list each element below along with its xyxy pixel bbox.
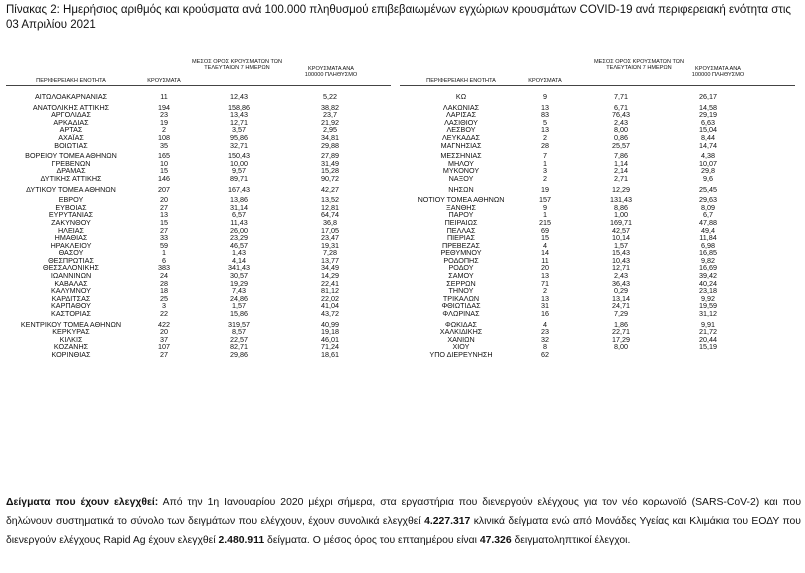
per-100k-value: 34,49 xyxy=(321,263,339,273)
avg-7day-value: 10,00 xyxy=(230,158,248,168)
cases-value: 11 xyxy=(541,255,549,265)
clinical-samples-count: 4.227.317 xyxy=(424,516,471,527)
per-100k-value: 49,4 xyxy=(701,225,715,235)
avg-7day-value: 2,14 xyxy=(614,166,628,176)
cases-value: 27 xyxy=(160,225,168,235)
region-name: ΗΜΑΘΙΑΣ xyxy=(54,233,88,243)
region-name: ΠΑΡΟΥ xyxy=(448,210,474,220)
cases-value: 27 xyxy=(160,202,168,212)
avg-7day-value: 12,71 xyxy=(230,117,248,127)
avg-7day-value: 9,57 xyxy=(232,166,246,176)
per-100k-value: 26,17 xyxy=(699,92,717,101)
per-100k-value: 18,61 xyxy=(321,350,339,359)
per-100k-value: 9,6 xyxy=(703,173,713,183)
page-title: Πίνακας 2: Ημερήσιος αριθμός και κρούσματα ανά 100.000 πληθυσμού επιβεβαιωμένων εγχώριων κρουσμάτων COVID-19 ανά περιφερειακή ενότητα στις 03 Απριλίου 2021 xyxy=(6,4,791,31)
cases-value: 2 xyxy=(543,286,547,296)
region-name: ΛΑΡΙΣΑΣ xyxy=(445,110,477,120)
region-name: ΞΑΝΘΗΣ xyxy=(446,202,476,212)
per-100k-value: 29,8 xyxy=(701,166,715,176)
avg-7day-value: 1,00 xyxy=(614,210,628,220)
avg-7day-value: 24,71 xyxy=(612,301,630,311)
cases-value: 13 xyxy=(541,293,549,303)
avg-7day-value: 169,71 xyxy=(610,217,632,227)
avg-7day-value: 158,86 xyxy=(228,102,250,112)
avg-7day-value: 7,71 xyxy=(614,92,628,101)
avg-7day-value: 6,71 xyxy=(614,102,628,112)
per-100k-value: 64,74 xyxy=(321,210,339,220)
region-name: ΚΑΡΔΙΤΣΑΣ xyxy=(51,293,91,303)
per-100k-value: 23,18 xyxy=(699,286,717,296)
region-name: ΛΑΚΩΝΙΑΣ xyxy=(442,102,480,112)
cases-value: 383 xyxy=(158,263,170,273)
per-100k-value: 11,84 xyxy=(699,233,717,243)
table-row xyxy=(6,142,396,150)
per-100k-value: 40,24 xyxy=(699,278,717,288)
cases-value: 15 xyxy=(160,217,168,227)
avg-7day-value: 8,00 xyxy=(614,342,628,352)
cases-value: 13 xyxy=(541,271,549,281)
region-name: ΖΑΚΥΝΘΟΥ xyxy=(51,217,91,227)
region-name: ΚΟΖΑΝΗΣ xyxy=(53,342,89,352)
cases-value: 13 xyxy=(541,102,549,112)
cases-value: 107 xyxy=(158,342,170,352)
cases-value: 27 xyxy=(160,350,168,359)
region-name: ΚΑΛΥΜΝΟΥ xyxy=(51,286,91,296)
per-100k-value: 15,19 xyxy=(699,342,717,352)
cases-value: 37 xyxy=(160,334,168,344)
per-100k-value: 12,81 xyxy=(321,202,339,212)
cases-value: 71 xyxy=(541,278,549,288)
header-divider-right xyxy=(400,85,795,86)
avg-7day-value: 22,57 xyxy=(230,334,248,344)
region-name: ΝΟΤΙΟΥ ΤΟΜΕΑ ΑΘΗΝΩΝ xyxy=(417,195,505,205)
per-100k-value: 16,69 xyxy=(699,263,717,273)
region-name: ΕΥΡΥΤΑΝΙΑΣ xyxy=(48,210,94,220)
avg-7day-value: 8,86 xyxy=(614,202,628,212)
region-name: ΧΑΝΙΩΝ xyxy=(447,334,475,344)
avg-7day-value: 36,43 xyxy=(612,278,630,288)
rapid-ag-samples-count: 2.480.911 xyxy=(218,535,265,546)
cases-value: 28 xyxy=(541,140,549,150)
avg-7day-value: 319,57 xyxy=(228,319,250,329)
avg-7day-value: 42,57 xyxy=(612,225,630,235)
avg-7day-value: 4,14 xyxy=(232,255,246,265)
weekly-average-tests: 47.326 xyxy=(479,535,512,546)
region-name: ΒΟΙΩΤΙΑΣ xyxy=(54,140,88,150)
cases-value: 33 xyxy=(160,233,168,243)
cases-value: 15 xyxy=(541,233,549,243)
avg-7day-value: 7,43 xyxy=(232,286,246,296)
region-name: ΚΕΝΤΡΙΚΟΥ ΤΟΜΕΑ ΑΘΗΝΩΝ xyxy=(20,319,122,329)
cases-value: 4 xyxy=(543,319,547,329)
header-cases-left: ΚΡΟΥΣΜΑΤΑ xyxy=(147,78,181,84)
per-100k-value: 6,98 xyxy=(701,240,715,250)
avg-7day-value: 2,43 xyxy=(614,271,628,281)
cases-value: 1 xyxy=(162,248,166,258)
region-name: ΜΑΓΝΗΣΙΑΣ xyxy=(440,140,482,150)
avg-7day-value: 31,14 xyxy=(230,202,248,212)
region-name: ΓΡΕΒΕΝΩΝ xyxy=(51,158,91,168)
cases-value: 108 xyxy=(158,132,170,142)
avg-7day-value: 82,71 xyxy=(230,342,248,352)
region-name: ΡΕΘΥΜΝΟΥ xyxy=(440,248,482,258)
per-100k-value: 13,77 xyxy=(321,255,339,265)
region-name: ΜΥΚΟΝΟΥ xyxy=(442,166,480,176)
cases-value: 146 xyxy=(158,173,170,183)
per-100k-value: 19,59 xyxy=(699,301,717,311)
region-name: ΒΟΡΕΙΟΥ ΤΟΜΕΑ ΑΘΗΝΩΝ xyxy=(25,151,117,161)
per-100k-value: 25,45 xyxy=(699,184,717,194)
avg-7day-value: 12,71 xyxy=(612,263,630,273)
avg-7day-value: 341,43 xyxy=(228,263,250,273)
per-100k-value: 39,42 xyxy=(699,271,717,281)
per-100k-value: 14,29 xyxy=(321,271,339,281)
region-name: ΑΧΑΪΑΣ xyxy=(58,132,84,142)
region-name: ΑΡΓΟΛΙΔΑΣ xyxy=(51,110,91,120)
avg-7day-value: 3,57 xyxy=(232,125,246,135)
per-100k-value: 22,41 xyxy=(321,278,339,288)
cases-value: 62 xyxy=(541,350,549,359)
per-100k-value: 9,82 xyxy=(701,255,715,265)
tests-summary-lead: Δείγματα που έχουν ελεγχθεί: xyxy=(6,497,159,508)
region-name: ΕΥΒΟΙΑΣ xyxy=(55,202,87,212)
region-name: ΑΙΤΩΛΟΑΚΑΡΝΑΝΙΑΣ xyxy=(34,92,108,101)
per-100k-value: 81,12 xyxy=(321,286,339,296)
region-name: ΚΑΡΠΑΘΟΥ xyxy=(51,301,91,311)
per-100k-value: 9,92 xyxy=(701,293,715,303)
region-name: ΚΑΣΤΟΡΙΑΣ xyxy=(51,309,91,319)
per-100k-value: 71,24 xyxy=(321,342,339,352)
header-per100k-left: ΚΡΟΥΣΜΑΤΑ ΑΝΑ 100000 ΠΛΗΘΥΣΜΟ xyxy=(304,66,358,79)
per-100k-value: 2,95 xyxy=(323,125,337,135)
avg-7day-value: 2,71 xyxy=(614,173,628,183)
table-row xyxy=(6,93,396,101)
cases-value: 8 xyxy=(543,342,547,352)
avg-7day-value: 7,29 xyxy=(614,309,628,319)
per-100k-value: 41,04 xyxy=(321,301,339,311)
per-100k-value: 8,09 xyxy=(701,202,715,212)
avg-7day-value: 13,43 xyxy=(230,110,248,120)
per-100k-value: 29,19 xyxy=(699,110,717,120)
avg-7day-value: 10,43 xyxy=(612,255,630,265)
avg-7day-value: 6,57 xyxy=(232,210,246,220)
right-table xyxy=(400,93,790,359)
cases-value: 9 xyxy=(543,202,547,212)
avg-7day-value: 10,14 xyxy=(612,233,630,243)
per-100k-value: 36,8 xyxy=(323,217,337,227)
avg-7day-value: 30,57 xyxy=(230,271,248,281)
per-100k-value: 14,74 xyxy=(699,140,717,150)
cases-value: 7 xyxy=(543,151,547,161)
header-avg-right: ΜΕΣΟΣ ΟΡΟΣ ΚΡΟΥΣΜΑΤΩΝ ΤΩΝ ΤΕΛΕΥΤΑΙΩΝ 7 ΗΜΕΡΩΝ xyxy=(594,59,684,72)
cases-value: 28 xyxy=(160,278,168,288)
avg-7day-value: 25,57 xyxy=(612,140,630,150)
cases-value: 20 xyxy=(160,195,168,205)
tests-summary-text-3: δείγματα. Ο μέσος όρος του επταημέρου είναι xyxy=(264,535,480,546)
avg-7day-value: 29,86 xyxy=(230,350,248,359)
header-region-right: ΠΕΡΙΦΕΡΕΙΑΚΗ ΕΝΟΤΗΤΑ xyxy=(426,78,496,84)
cases-value: 19 xyxy=(541,184,549,194)
cases-value: 2 xyxy=(162,125,166,135)
table-row xyxy=(6,310,396,318)
region-name: ΑΝΑΤΟΛΙΚΗΣ ΑΤΤΙΚΗΣ xyxy=(32,102,110,112)
per-100k-value: 15,04 xyxy=(699,125,717,135)
region-name: ΕΒΡΟΥ xyxy=(58,195,84,205)
avg-7day-value: 2,43 xyxy=(614,117,628,127)
avg-7day-value: 13,14 xyxy=(612,293,630,303)
avg-7day-value: 26,00 xyxy=(230,225,248,235)
avg-7day-value: 0,29 xyxy=(614,286,628,296)
per-100k-value: 17,05 xyxy=(321,225,339,235)
cases-value: 11 xyxy=(160,92,168,101)
per-100k-value: 19,31 xyxy=(321,240,339,250)
cases-value: 31 xyxy=(541,301,549,311)
avg-7day-value: 131,43 xyxy=(610,195,632,205)
region-name: ΧΑΛΚΙΔΙΚΗΣ xyxy=(439,327,483,337)
avg-7day-value: 1,43 xyxy=(232,248,246,258)
region-name: ΦΘΙΩΤΙΔΑΣ xyxy=(441,301,481,311)
avg-7day-value: 15,86 xyxy=(230,309,248,319)
cases-value: 1 xyxy=(543,210,547,220)
region-name: ΣΕΡΡΩΝ xyxy=(446,278,476,288)
region-name: ΦΩΚΙΔΑΣ xyxy=(445,319,477,329)
region-name: ΙΩΑΝΝΙΝΩΝ xyxy=(50,271,92,281)
avg-7day-value: 17,29 xyxy=(612,334,630,344)
cases-value: 2 xyxy=(543,132,547,142)
avg-7day-value: 13,86 xyxy=(230,195,248,205)
per-100k-value: 27,89 xyxy=(321,151,339,161)
cases-value: 15 xyxy=(160,166,168,176)
per-100k-value: 46,01 xyxy=(321,334,339,344)
avg-7day-value: 1,57 xyxy=(232,301,246,311)
avg-7day-value: 8,57 xyxy=(232,327,246,337)
per-100k-value: 31,49 xyxy=(321,158,339,168)
table-row xyxy=(6,186,396,194)
cases-value: 19 xyxy=(160,117,168,127)
avg-7day-value: 32,71 xyxy=(230,140,248,150)
region-name: ΑΡΚΑΔΙΑΣ xyxy=(53,117,89,127)
per-100k-value: 31,12 xyxy=(699,309,717,319)
per-100k-value: 21,92 xyxy=(321,117,339,127)
table-row xyxy=(400,93,790,101)
per-100k-value: 4,38 xyxy=(701,151,715,161)
region-name: ΘΑΣΟΥ xyxy=(58,248,84,258)
cases-value: 157 xyxy=(539,195,551,205)
cases-value: 2 xyxy=(543,173,547,183)
per-100k-value: 20,44 xyxy=(699,334,717,344)
cases-value: 32 xyxy=(541,334,549,344)
region-name: ΝΗΣΩΝ xyxy=(448,184,474,194)
region-name: ΘΕΣΠΡΩΤΙΑΣ xyxy=(48,255,94,265)
cases-value: 422 xyxy=(158,319,170,329)
cases-value: 16 xyxy=(541,309,549,319)
per-100k-value: 34,81 xyxy=(321,132,339,142)
cases-value: 83 xyxy=(541,110,549,120)
avg-7day-value: 1,14 xyxy=(614,158,628,168)
cases-value: 23 xyxy=(160,110,168,120)
cases-value: 14 xyxy=(541,248,549,258)
region-name: ΠΕΛΛΑΣ xyxy=(446,225,476,235)
avg-7day-value: 95,86 xyxy=(230,132,248,142)
region-name: ΚΑΒΑΛΑΣ xyxy=(54,278,88,288)
region-name: ΛΑΣΙΘΙΟΥ xyxy=(444,117,478,127)
tests-summary-text-4: δειγματοληπτικοί έλεγχοι. xyxy=(511,535,631,546)
region-name: ΔΥΤΙΚΗΣ ΑΤΤΙΚΗΣ xyxy=(40,173,102,183)
cases-value: 24 xyxy=(160,271,168,281)
header-cases-right: ΚΡΟΥΣΜΑΤΑ xyxy=(528,78,562,84)
cases-value: 10 xyxy=(160,158,168,168)
cases-value: 13 xyxy=(541,125,549,135)
table-row xyxy=(400,351,790,359)
region-name: ΑΡΤΑΣ xyxy=(59,125,83,135)
per-100k-value: 10,07 xyxy=(699,158,717,168)
per-100k-value: 15,28 xyxy=(321,166,339,176)
table-row xyxy=(400,142,790,150)
region-name: ΚΙΛΚΙΣ xyxy=(59,334,83,344)
region-name: ΡΟΔΟΠΗΣ xyxy=(443,255,479,265)
per-100k-value: 23,47 xyxy=(321,233,339,243)
region-name: ΚΩ xyxy=(455,92,467,101)
region-name: ΤΗΝΟΥ xyxy=(448,286,474,296)
avg-7day-value: 1,86 xyxy=(614,319,628,329)
per-100k-value: 16,85 xyxy=(699,248,717,258)
per-100k-value: 6,63 xyxy=(701,117,715,127)
tests-summary-text-2: κλινικά δείγματα ενώ από Μονάδες Υγείας και Κλιμάκια του ΕΟΔΥ που διενεργούν ελέγχους Rapid Ag έχουν ελεγχθεί xyxy=(6,516,801,546)
per-100k-value: 29,63 xyxy=(699,195,717,205)
per-100k-value: 19,18 xyxy=(321,327,339,337)
cases-value: 20 xyxy=(160,327,168,337)
region-name: ΠΙΕΡΙΑΣ xyxy=(446,233,475,243)
cases-value: 35 xyxy=(160,140,168,150)
region-name: ΚΟΡΙΝΘΙΑΣ xyxy=(51,350,91,359)
per-100k-value: 47,88 xyxy=(699,217,717,227)
per-100k-value: 43,72 xyxy=(321,309,339,319)
region-name: ΣΑΜΟΥ xyxy=(448,271,474,281)
region-name: ΔΥΤΙΚΟΥ ΤΟΜΕΑ ΑΘΗΝΩΝ xyxy=(26,184,116,194)
tests-summary-text-1: Από την 1η Ιανουαρίου 2020 μέχρι σήμερα, στα εργαστήρια που διενεργούν ελέγχους για τον νέο κορωνοϊό (SARS-CoV-2) και που δηλώνουν συστηματικά το σύνολο των δειγμάτων που ελέγχουν, έχουν συνολικά ελεγχθεί xyxy=(6,497,801,527)
left-table xyxy=(6,93,396,359)
region-name: ΛΕΣΒΟΥ xyxy=(446,125,476,135)
tests-summary xyxy=(6,493,801,550)
region-name: ΜΗΛΟΥ xyxy=(448,158,474,168)
per-100k-value: 29,88 xyxy=(321,140,339,150)
avg-7day-value: 19,29 xyxy=(230,278,248,288)
per-100k-value: 38,82 xyxy=(321,102,339,112)
per-100k-value: 8,44 xyxy=(701,132,715,142)
cases-value: 3 xyxy=(543,166,547,176)
region-name: ΦΛΩΡΙΝΑΣ xyxy=(442,309,480,319)
cases-value: 207 xyxy=(158,184,170,194)
avg-7day-value: 11,43 xyxy=(230,217,248,227)
table-row xyxy=(400,175,790,183)
header-divider-left xyxy=(6,85,391,86)
region-name: ΝΑΞΟΥ xyxy=(448,173,474,183)
cases-value: 5 xyxy=(543,117,547,127)
region-name: ΠΕΙΡΑΙΩΣ xyxy=(444,217,478,227)
per-100k-value: 7,28 xyxy=(323,248,337,258)
region-name: ΤΡΙΚΑΛΩΝ xyxy=(442,293,480,303)
avg-7day-value: 7,86 xyxy=(614,151,628,161)
avg-7day-value: 12,29 xyxy=(612,184,630,194)
region-name: ΔΡΑΜΑΣ xyxy=(56,166,86,176)
cases-value: 1 xyxy=(543,158,547,168)
cases-value: 194 xyxy=(158,102,170,112)
avg-7day-value: 24,86 xyxy=(230,293,248,303)
region-name: ΛΕΥΚΑΔΑΣ xyxy=(441,132,480,142)
avg-7day-value: 89,71 xyxy=(230,173,248,183)
per-100k-value: 9,91 xyxy=(701,319,715,329)
per-100k-value: 22,02 xyxy=(321,293,339,303)
per-100k-value: 90,72 xyxy=(321,173,339,183)
cases-value: 69 xyxy=(541,225,549,235)
header-avg-left: ΜΕΣΟΣ ΟΡΟΣ ΚΡΟΥΣΜΑΤΩΝ ΤΩΝ ΤΕΛΕΥΤΑΙΩΝ 7 ΗΜΕΡΩΝ xyxy=(192,59,282,72)
cases-value: 13 xyxy=(160,210,168,220)
region-name: ΠΡΕΒΕΖΑΣ xyxy=(442,240,480,250)
cases-value: 25 xyxy=(160,293,168,303)
avg-7day-value: 167,43 xyxy=(228,184,250,194)
per-100k-value: 14,58 xyxy=(699,102,717,112)
avg-7day-value: 46,57 xyxy=(230,240,248,250)
cases-value: 4 xyxy=(543,240,547,250)
region-name: ΘΕΣΣΑΛΟΝΙΚΗΣ xyxy=(43,263,99,273)
per-100k-value: 5,22 xyxy=(323,92,337,101)
region-name: ΗΛΕΙΑΣ xyxy=(57,225,85,235)
avg-7day-value: 22,71 xyxy=(612,327,630,337)
region-name: ΗΡΑΚΛΕΙΟΥ xyxy=(50,240,92,250)
region-name: ΥΠΟ ΔΙΕΡΕΥΝΗΣΗ xyxy=(429,350,493,359)
cases-value: 59 xyxy=(160,240,168,250)
per-100k-value: 6,7 xyxy=(703,210,713,220)
table-row xyxy=(400,186,790,194)
cases-value: 215 xyxy=(539,217,551,227)
avg-7day-value: 23,29 xyxy=(230,233,248,243)
table-row xyxy=(400,310,790,318)
cases-value: 20 xyxy=(541,263,549,273)
region-name: ΧΙΟΥ xyxy=(452,342,470,352)
table-row xyxy=(6,351,396,359)
cases-value: 23 xyxy=(541,327,549,337)
cases-value: 9 xyxy=(543,92,547,101)
avg-7day-value: 1,57 xyxy=(614,240,628,250)
cases-value: 3 xyxy=(162,301,166,311)
avg-7day-value: 0,86 xyxy=(614,132,628,142)
avg-7day-value: 12,43 xyxy=(230,92,248,101)
avg-7day-value: 150,43 xyxy=(228,151,250,161)
region-name: ΜΕΣΣΗΝΙΑΣ xyxy=(440,151,482,161)
per-100k-value: 21,72 xyxy=(699,327,717,337)
region-name: ΡΟΔΟΥ xyxy=(448,263,474,273)
avg-7day-value: 8,00 xyxy=(614,125,628,135)
per-100k-value: 40,99 xyxy=(321,319,339,329)
header-region-left: ΠΕΡΙΦΕΡΕΙΑΚΗ ΕΝΟΤΗΤΑ xyxy=(36,78,106,84)
per-100k-value: 42,27 xyxy=(321,184,339,194)
cases-value: 22 xyxy=(160,309,168,319)
table-row xyxy=(6,175,396,183)
header-per100k-right: ΚΡΟΥΣΜΑΤΑ ΑΝΑ 100000 ΠΛΗΘΥΣΜΟ xyxy=(691,66,745,79)
cases-value: 18 xyxy=(160,286,168,296)
avg-7day-value: 15,43 xyxy=(612,248,630,258)
per-100k-value: 13,52 xyxy=(321,195,339,205)
avg-7day-value: 76,43 xyxy=(612,110,630,120)
per-100k-value: 23,7 xyxy=(323,110,337,120)
cases-value: 165 xyxy=(158,151,170,161)
cases-value: 6 xyxy=(162,255,166,265)
region-name: ΚΕΡΚΥΡΑΣ xyxy=(52,327,90,337)
